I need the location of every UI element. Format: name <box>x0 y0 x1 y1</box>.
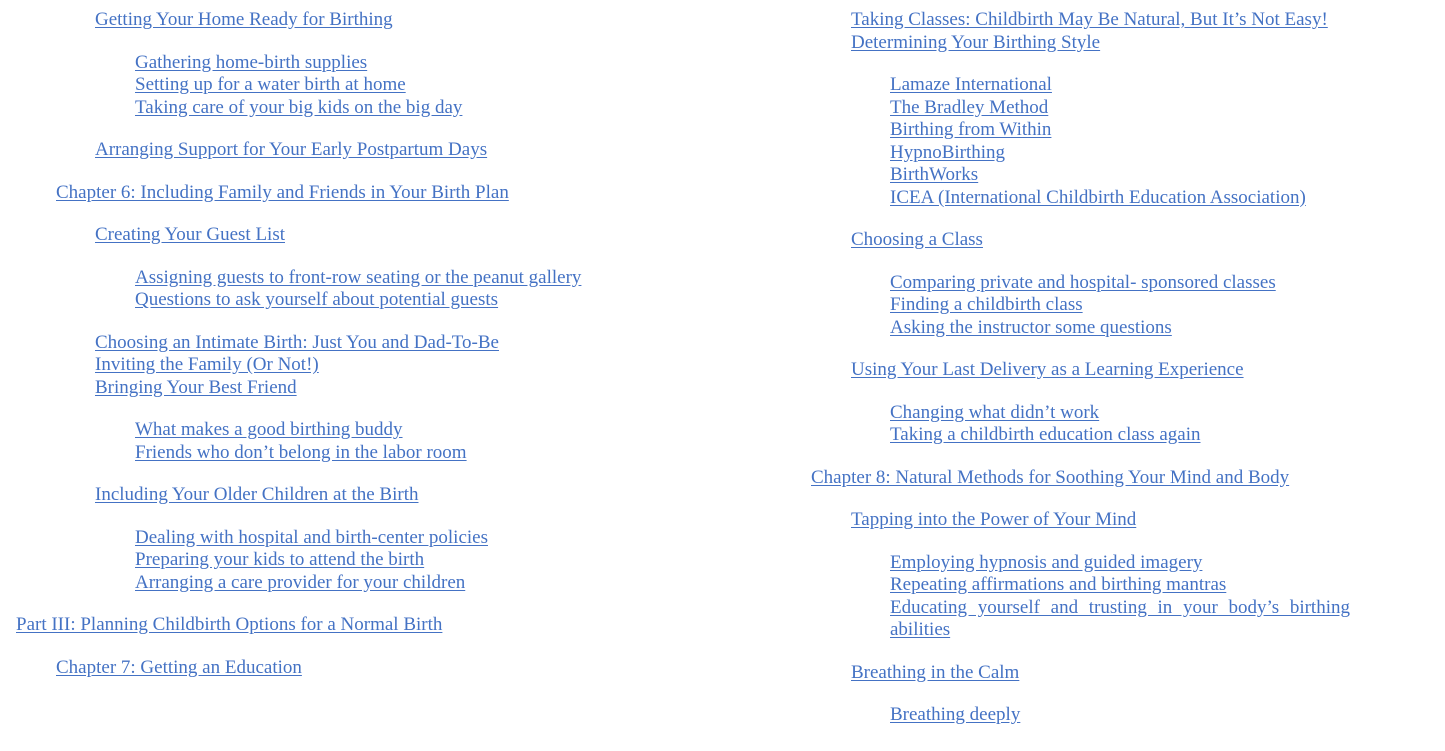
toc-link-breathing-deeply[interactable]: Breathing deeply <box>890 704 1021 725</box>
toc-link-setting-up-for-a-water-birth-at-home[interactable]: Setting up for a water birth at home <box>135 74 406 95</box>
toc-link-friends-who-don-t-belong-in-the-labor-room[interactable]: Friends who don’t belong in the labor room <box>135 441 467 463</box>
toc-link-questions-to-ask-yourself-about-potential-guests[interactable]: Questions to ask yourself about potential guests <box>135 289 499 310</box>
toc-link-asking-the-instructor-some-questions[interactable]: Asking the instructor some questions <box>890 316 1172 338</box>
toc-link-chapter-6-including-family-and-friends-in-your-b[interactable]: Chapter 6: Including Family and Friends in Your Birth Plan <box>56 181 509 203</box>
toc-link-taking-classes-childbirth-may-be-natural-but-it-[interactable]: Taking Classes: Childbirth May Be Natural, But It’s Not Easy! <box>851 9 1328 30</box>
toc-link-bringing-your-best-friend[interactable]: Bringing Your Best Friend <box>95 376 297 398</box>
toc-link-preparing-your-kids-to-attend-the-birth[interactable]: Preparing your kids to attend the birth <box>135 549 425 570</box>
toc-link-chapter-8-natural-methods-for-soothing-your-mind[interactable]: Chapter 8: Natural Methods for Soothing Your Mind and Body <box>811 466 1290 488</box>
toc-link-assigning-guests-to-front-row-seating-or-the-pea[interactable]: Assigning guests to front-row seating or the peanut gallery <box>135 266 582 288</box>
toc-link-inviting-the-family-or-not[interactable]: Inviting the Family (Or Not!) <box>95 354 319 375</box>
toc-link-lamaze-international[interactable]: Lamaze International <box>890 74 1052 95</box>
toc-link-breathing-in-the-calm[interactable]: Breathing in the Calm <box>851 661 1020 683</box>
toc-link-birthworks[interactable]: BirthWorks <box>890 164 979 185</box>
toc-link-gathering-home-birth-supplies[interactable]: Gathering home-birth supplies <box>135 51 368 73</box>
toc-link-comparing-private-and-hospital-sponsored-classes[interactable]: Comparing private and hospital- sponsored classes <box>890 271 1276 293</box>
toc-link-finding-a-childbirth-class[interactable]: Finding a childbirth class <box>890 294 1083 315</box>
toc-link-determining-your-birthing-style[interactable]: Determining Your Birthing Style <box>851 31 1101 53</box>
toc-link-arranging-a-care-provider-for-your-children[interactable]: Arranging a care provider for your children <box>135 571 466 593</box>
toc-link-using-your-last-delivery-as-a-learning-experienc[interactable]: Using Your Last Delivery as a Learning Experience <box>851 359 1244 380</box>
toc-link-tapping-into-the-power-of-your-mind[interactable]: Tapping into the Power of Your Mind <box>851 509 1137 530</box>
toc-link-hypnobirthing[interactable]: HypnoBirthing <box>890 141 1006 163</box>
toc-link-creating-your-guest-list[interactable]: Creating Your Guest List <box>95 224 285 245</box>
toc-link-birthing-from-within[interactable]: Birthing from Within <box>890 119 1052 140</box>
toc-link-including-your-older-children-at-the-birth[interactable]: Including Your Older Children at the Birth <box>95 484 419 505</box>
toc-link-educating-yourself-and-trusting-in-your-body-s-b[interactable]: Educating yourself and trusting in your body’s birthing abilities <box>890 596 1350 640</box>
toc-link-getting-your-home-ready-for-birthing[interactable]: Getting Your Home Ready for Birthing <box>95 9 393 30</box>
toc-link-choosing-an-intimate-birth-just-you-and-dad-to-b[interactable]: Choosing an Intimate Birth: Just You and Dad-To-Be <box>95 331 499 353</box>
toc-link-chapter-7-getting-an-education[interactable]: Chapter 7: Getting an Education <box>56 656 302 678</box>
toc-column-left <box>0 9 620 679</box>
toc-column-right <box>795 9 1415 727</box>
toc-link-employing-hypnosis-and-guided-imagery[interactable]: Employing hypnosis and guided imagery <box>890 551 1203 573</box>
toc-link-changing-what-didn-t-work[interactable]: Changing what didn’t work <box>890 401 1100 423</box>
toc-link-arranging-support-for-your-early-postpartum-days[interactable]: Arranging Support for Your Early Postpartum Days <box>95 139 488 160</box>
toc-link-choosing-a-class[interactable]: Choosing a Class <box>851 229 983 250</box>
toc-link-what-makes-a-good-birthing-buddy[interactable]: What makes a good birthing buddy <box>135 419 403 440</box>
toc-link-icea-international-childbirth-education-associat[interactable]: ICEA (International Childbirth Education Association) <box>890 186 1306 208</box>
toc-link-repeating-affirmations-and-birthing-mantras[interactable]: Repeating affirmations and birthing mantras <box>890 574 1227 595</box>
toc-link-dealing-with-hospital-and-birth-center-policies[interactable]: Dealing with hospital and birth-center policies <box>135 526 488 548</box>
toc-link-the-bradley-method[interactable]: The Bradley Method <box>890 96 1049 118</box>
toc-link-taking-a-childbirth-education-class-again[interactable]: Taking a childbirth education class again <box>890 424 1201 445</box>
toc-link-taking-care-of-your-big-kids-on-the-big-day[interactable]: Taking care of your big kids on the big day <box>135 96 463 118</box>
toc-link-part-iii-planning-childbirth-options-for-a-norma[interactable]: Part III: Planning Childbirth Options for a Normal Birth <box>16 614 443 635</box>
